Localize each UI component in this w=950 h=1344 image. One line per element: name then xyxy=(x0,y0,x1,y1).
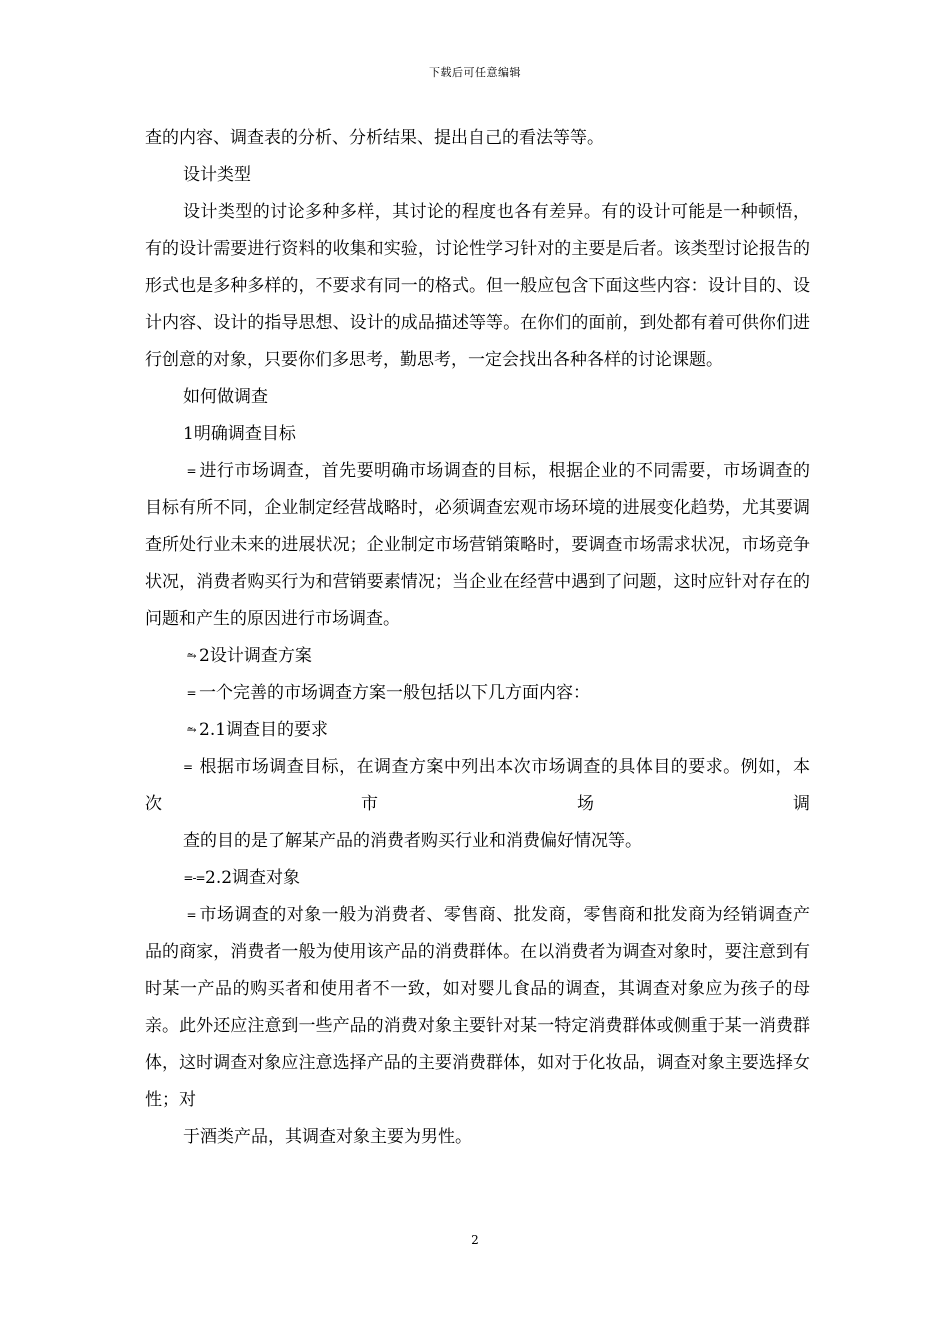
scroll-marker-icon: ⥲ xyxy=(186,649,196,663)
dash-marker-icon: = xyxy=(186,908,196,922)
document-body xyxy=(145,120,810,1156)
paragraph-design-type: 设计类型的讨论多种多样，其讨论的程度也各有差异。有的设计可能是一种顿悟，有的设计需要进行资料的收集和实验，讨论性学习针对的主要是后者。该类型讨论报告的形式也是多种多样的，不要求有同一的格式。但一般应包含下面这些内容：设计目的、设计内容、设计的指导思想、设计的成品描述等等。在你们的面前，到处都有着可供你们进行创意的对象，只要你们多思考，勤思考，一定会找出各种各样的讨论课题。 xyxy=(145,202,810,370)
heading-design-type: 设计类型 xyxy=(183,165,251,185)
paragraph-clarify-goal xyxy=(145,453,810,638)
dash-marker-icon: = xyxy=(186,464,196,478)
dash-marker-icon: = xyxy=(183,760,193,774)
paragraph-survey-object-text: 市场调查的对象一般为消费者、零售商、批发商，零售商和批发商为经销调查产品的商家，消费者一般为使用该产品的消费群体。在以消费者为调查对象时，要注意到有时某一产品的购买者和使用者不一致，如对婴儿食品的调查，其调查对象应为孩子的母亲。此外还应注意到一些产品的消费对象主要针对某一特定消费群体或侧重于某一消费群体，这时调查对象应注意选择产品的主要消费群体，如对于化妆品，调查对象主要选择女性；对 xyxy=(145,905,810,1110)
paragraph-survey-purpose xyxy=(145,749,810,823)
heading-survey-purpose-text: 2.1调查目的要求 xyxy=(199,720,329,740)
heading-survey-purpose xyxy=(145,712,810,749)
heading-survey-object-text: 2.2调查对象 xyxy=(205,868,301,888)
paragraph-survey-object-cont: 于酒类产品，其调查对象主要为男性。 xyxy=(183,1127,472,1147)
paragraph-continuation: 查的内容、调查表的分析、分析结果、提出自己的看法等等。 xyxy=(145,128,604,148)
paragraph-plan-contents-text: 一个完善的市场调查方案一般包括以下几方面内容： xyxy=(199,683,590,703)
paragraph-survey-purpose-cont: 查的目的是了解某产品的消费者购买行业和消费偏好情况等。 xyxy=(183,831,642,851)
page-header: 下载后可任意编辑 xyxy=(429,66,521,79)
paragraph-survey-object xyxy=(145,897,810,1119)
heading-design-plan xyxy=(145,638,810,675)
paragraph-survey-purpose-text: 根据市场调查目标，在调查方案中列出本次市场调查的具体目的要求。例如，本次市场调 xyxy=(145,757,810,814)
scroll-marker-icon: ⥲ xyxy=(186,723,196,737)
heading-how-to-survey: 如何做调查 xyxy=(183,387,268,407)
dash-marker-icon: = xyxy=(186,686,196,700)
heading-survey-object xyxy=(145,860,810,897)
double-dash-marker-icon: =-= xyxy=(183,871,205,885)
paragraph-plan-contents xyxy=(145,675,810,712)
paragraph-clarify-goal-text: 进行市场调查，首先要明确市场调查的目标，根据企业的不同需要，市场调查的目标有所不同，企业制定经营战略时，必须调查宏观市场环境的进展变化趋势，尤其要调查所处行业未来的进展状况；企业制定市场营销策略时，要调查市场需求状况，市场竞争状况，消费者购买行为和营销要素情况；当企业在经营中遇到了问题，这时应针对存在的问题和产生的原因进行市场调查。 xyxy=(145,461,810,629)
heading-design-plan-text: 2设计调查方案 xyxy=(199,646,312,666)
heading-clarify-goal: 1明确调查目标 xyxy=(183,424,296,444)
page-number: 2 xyxy=(471,1233,479,1247)
